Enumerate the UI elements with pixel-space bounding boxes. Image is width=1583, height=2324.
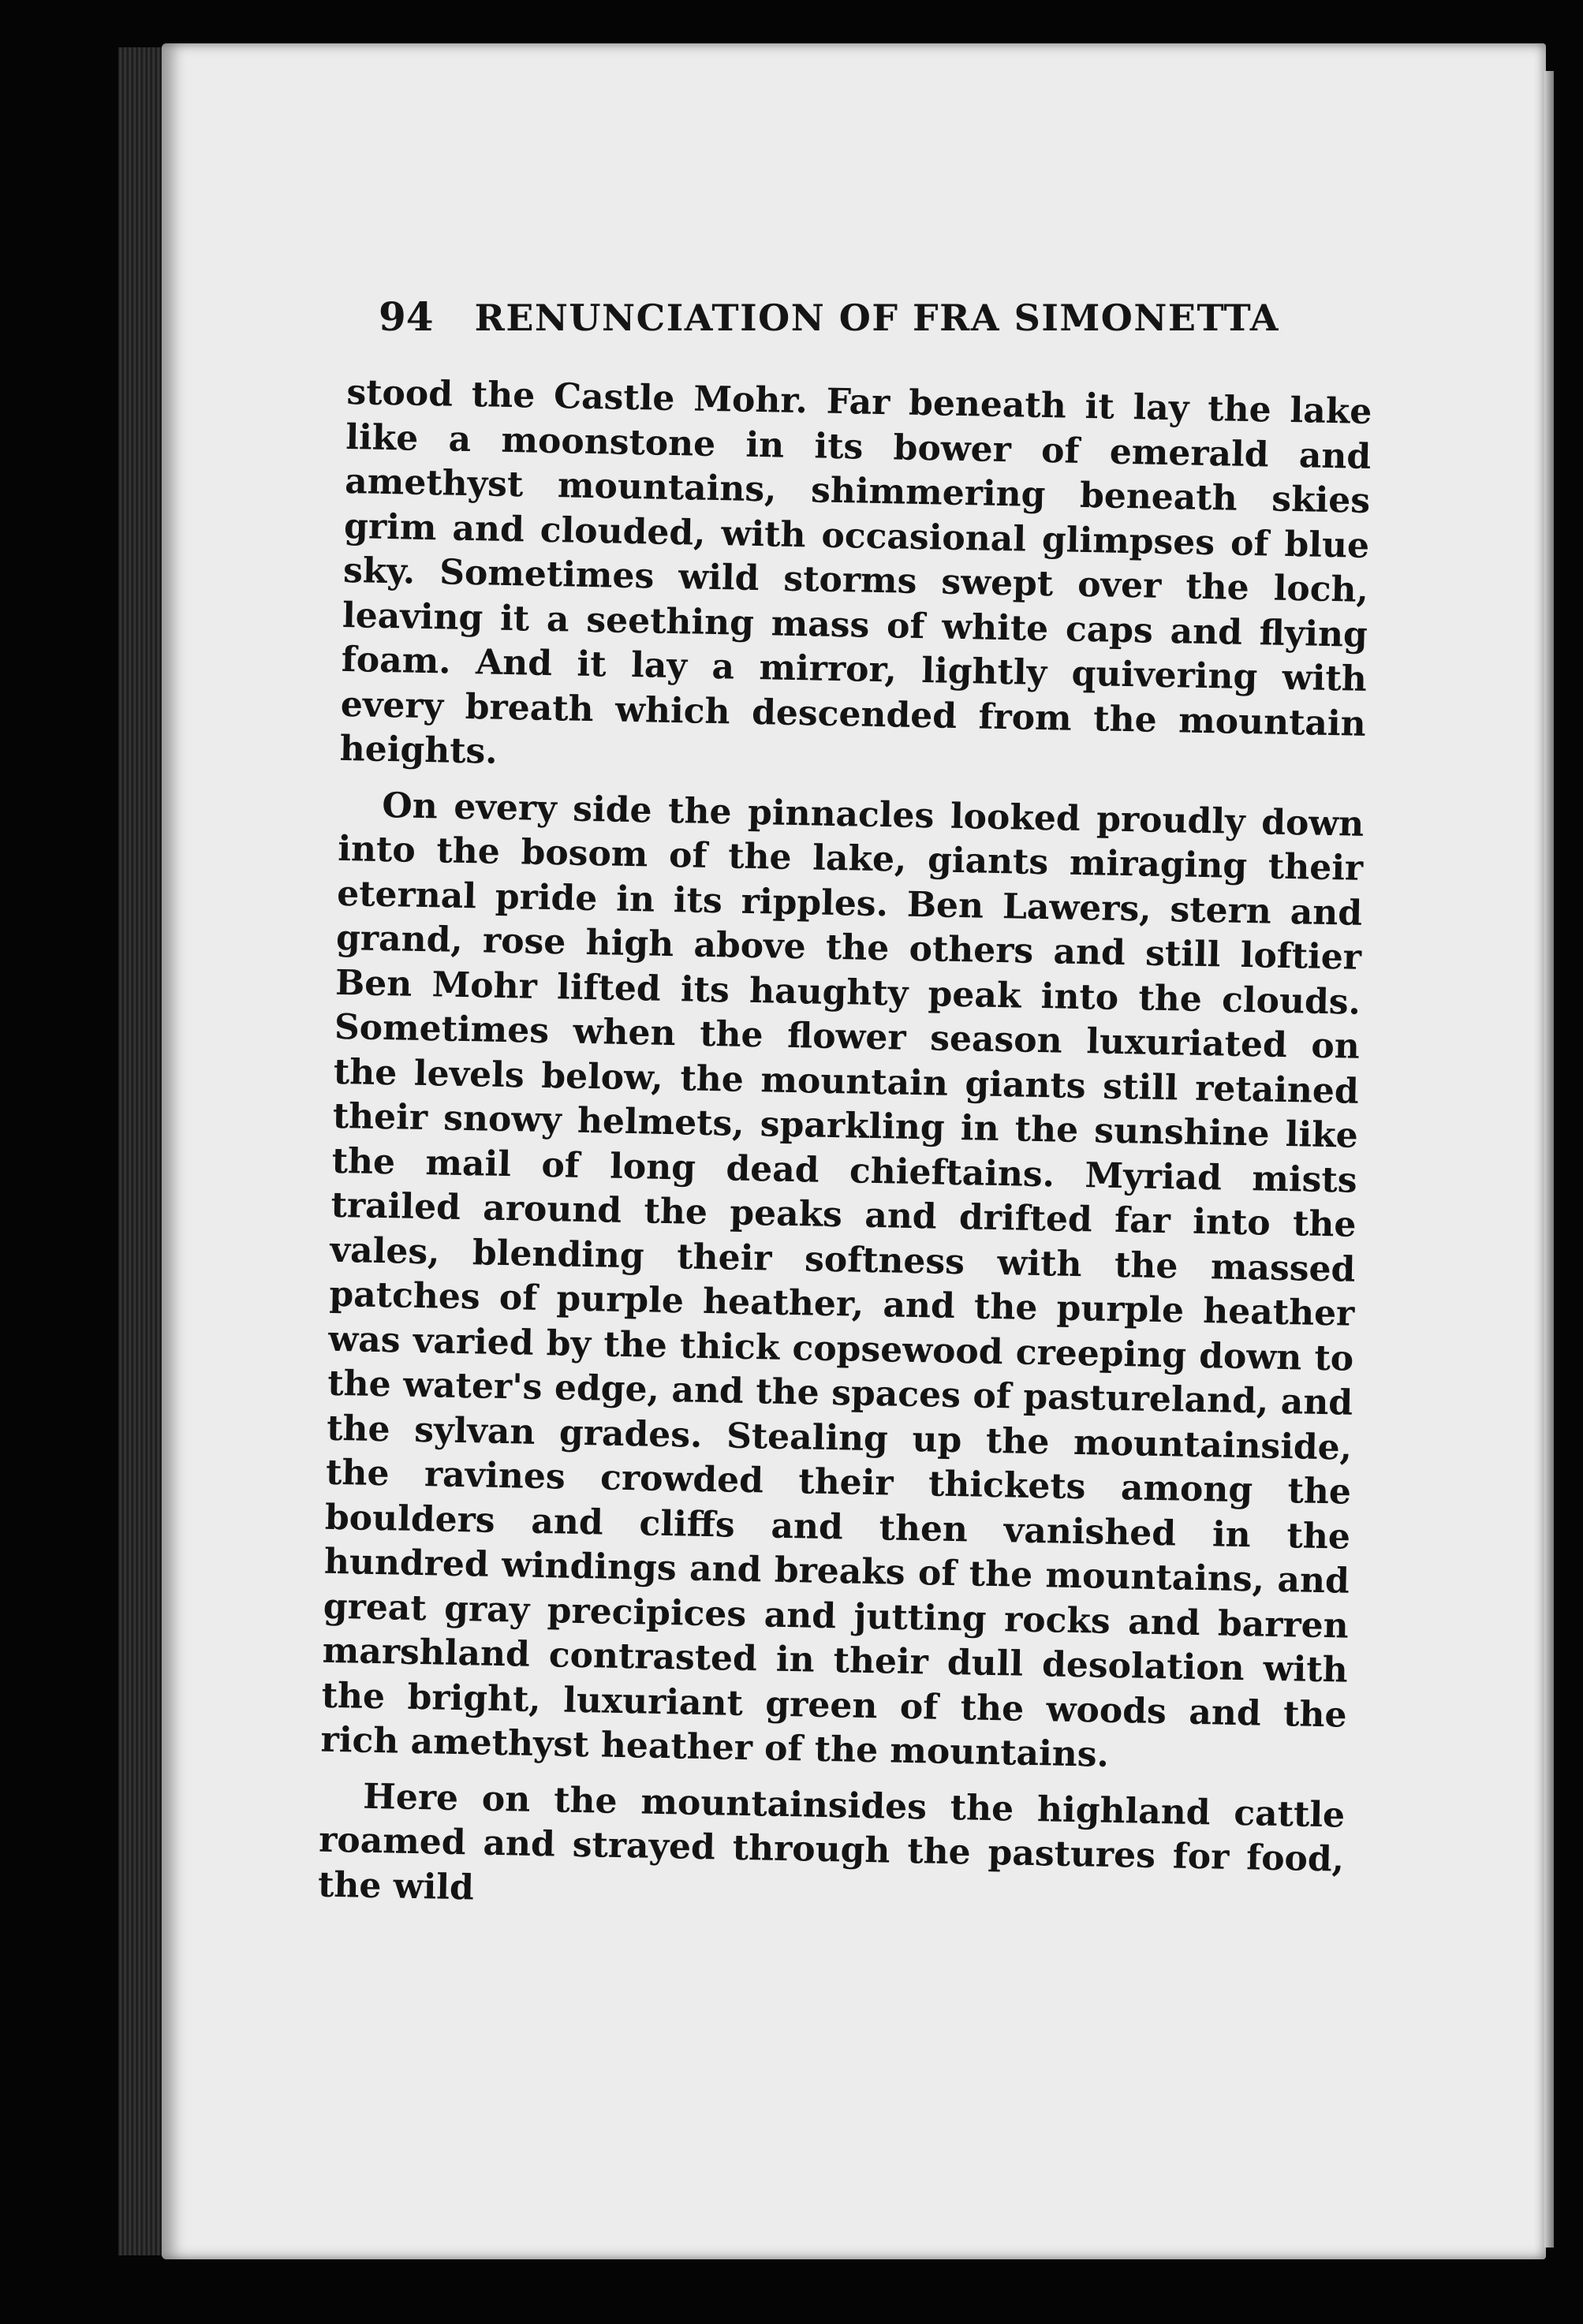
page-number: 94: [379, 293, 434, 340]
body-text: [318, 371, 1372, 1927]
paragraph-3: Here on the mountainsides the highland cattle roamed and strayed through the pastures for food, the wild: [317, 1776, 1346, 1908]
running-head: RENUNCIATION OF FRA SIMONETTA: [474, 297, 1279, 339]
page-right-edge: [1544, 71, 1554, 2248]
page-header: [379, 293, 1365, 349]
paragraph-1: stood the Castle Mohr. Far beneath it lay the lake like a moonstone in its bower of emerald and amethyst mountains, shimmering beneath skies grim and clouded, with occasional glimpses of blue sky. Sometimes wild storms swept over the loch, leaving it a seething mass of white caps and flying foam. And it lay a mirror, lightly quivering with every breath which descended from the mountain heights.: [339, 371, 1372, 772]
paragraph-2: On every side the pinnacles looked proudly down into the bosom of the lake, giants miraging their eternal pride in its ripples. Ben Lawers, stern and grand, rose high above the others and still loftier Ben Mohr lifted its haughty peak into the clouds. Sometimes when the flower season luxuriated on the levels below, the mountain giants still retained their snowy helmets, sparkling in the sunshine like the mail of long dead chieftains. Myriad mists trailed around the peaks and drifted far into the vales, blending their softness with the massed patches of purple heather, and the purple heather was varied by the thick copsewood creeping down to the water's edge, and the spaces of pastureland, and the sylvan grades. Stealing up the mountainside, the ravines crowded their thickets among the boulders and cliffs and then vanished in the hundred windings and breaks of the mountains, and great gray precipices and jutting rocks and barren marshland contrasted in their dull desolation with the bright, luxuriant green of the woods and the rich amethyst heather of the mountains.: [320, 785, 1365, 1775]
book-spine-edge: [118, 47, 166, 2255]
